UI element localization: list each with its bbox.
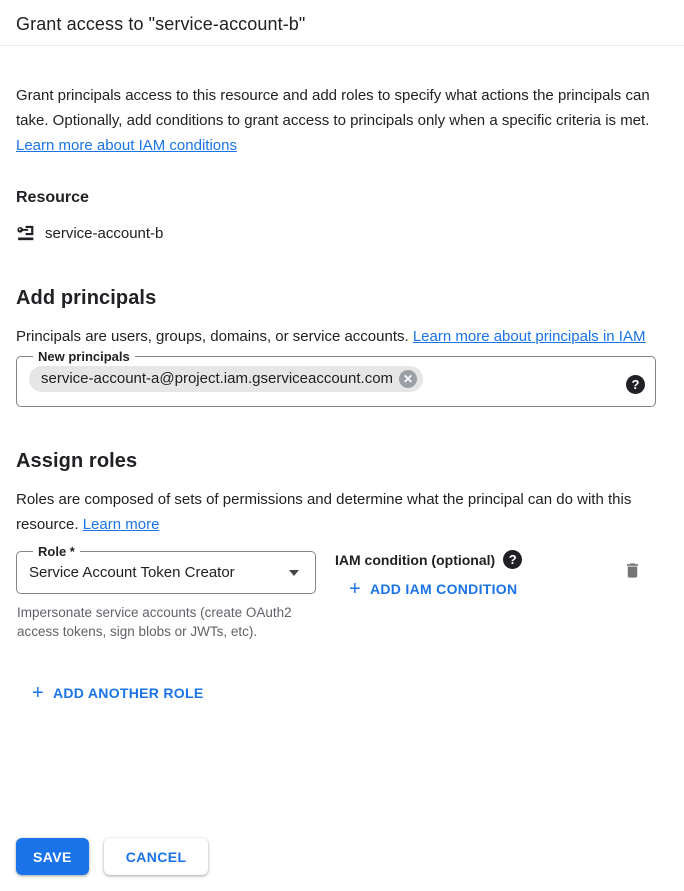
- resource-name: service-account-b: [45, 225, 164, 242]
- add-another-role-label: ADD ANOTHER ROLE: [52, 685, 204, 701]
- dialog-header: [0, 0, 684, 46]
- dialog-title: Grant access to "service-account-b": [16, 14, 306, 34]
- role-helper-text: Impersonate service accounts (create OAuth2 access tokens, sign blobs or JWTs, etc).: [17, 605, 292, 639]
- chip-remove-icon[interactable]: ✕: [399, 370, 417, 388]
- roles-learn-more-link[interactable]: Learn more: [82, 516, 160, 533]
- save-button[interactable]: SAVE: [16, 838, 89, 875]
- dropdown-arrow-icon: [289, 570, 299, 576]
- role-label: Role *: [38, 544, 75, 559]
- principals-link[interactable]: Learn more about principals in IAM: [412, 328, 646, 345]
- principals-text: Principals are users, groups, domains, or service accounts.: [16, 328, 413, 345]
- iam-condition-help-icon[interactable]: ?: [503, 550, 522, 569]
- role-value: Service Account Token Creator: [29, 564, 235, 581]
- dialog-content: [0, 83, 684, 704]
- principal-chip[interactable]: [29, 366, 423, 392]
- plus-icon: +: [32, 682, 44, 704]
- roles-text: Roles are composed of sets of permissions and determine what the principal can do with this resource.: [16, 491, 632, 533]
- role-select-line[interactable]: [29, 563, 303, 583]
- trash-icon: [623, 568, 642, 583]
- principals-help-icon[interactable]: ?: [626, 375, 645, 394]
- principal-chip-text: service-account-a@project.iam.gserviceaccount.com: [41, 370, 394, 387]
- delete-role-button[interactable]: [623, 561, 642, 580]
- add-another-role-button[interactable]: [32, 684, 204, 702]
- intro-text: Grant principals access to this resource and add roles to specify what actions the principals can take. Optionally, add conditions to grant access to principals only when a specific criteria is met.: [16, 87, 650, 129]
- role-column: [16, 544, 316, 641]
- add-principals-heading: Add principals: [16, 287, 157, 309]
- role-select[interactable]: [16, 544, 316, 594]
- new-principals-field[interactable]: [16, 349, 656, 407]
- iam-conditions-link[interactable]: Learn more about IAM conditions: [16, 137, 237, 154]
- resource-heading: Resource: [16, 189, 89, 206]
- iam-condition-label: IAM condition (optional): [335, 551, 496, 568]
- service-account-icon: [16, 224, 36, 244]
- add-iam-condition-label: ADD IAM CONDITION: [369, 581, 518, 597]
- iam-condition-column: [335, 544, 522, 600]
- new-principals-label: New principals: [38, 349, 130, 364]
- plus-icon: +: [349, 578, 361, 600]
- dialog-footer: [16, 838, 208, 875]
- resource-row: [16, 224, 656, 244]
- cancel-button[interactable]: CANCEL: [104, 838, 209, 875]
- delete-role-column: [623, 544, 642, 585]
- iam-condition-label-row: [335, 550, 522, 569]
- principals-paragraph: [16, 324, 656, 349]
- intro-paragraph: [16, 83, 656, 158]
- role-row: [16, 544, 656, 641]
- add-iam-condition-button[interactable]: [349, 580, 517, 598]
- assign-roles-heading: Assign roles: [16, 450, 138, 472]
- roles-paragraph: [16, 487, 656, 537]
